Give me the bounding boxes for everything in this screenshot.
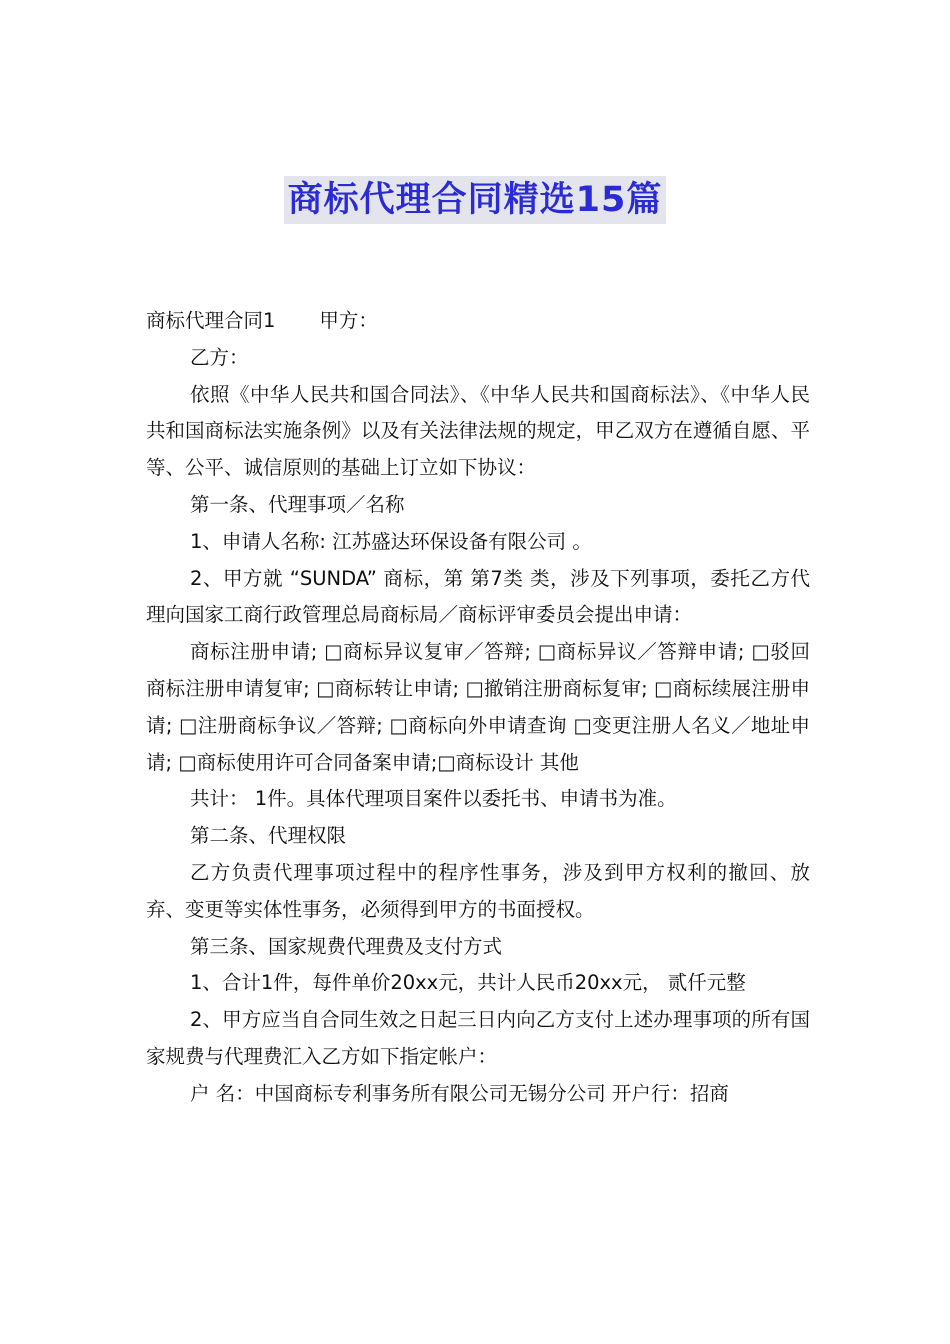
applicant-name-line: 1、申请人名称: 江苏盛达环保设备有限公司 。	[190, 529, 592, 553]
contract-heading: 商标代理合同1	[146, 309, 276, 332]
article-2-heading: 第二条、代理权限	[190, 824, 347, 848]
title-container	[0, 176, 950, 224]
application-options-paragraph: 商标注册申请; □商标异议复审／答辩; □商标异议／答辩申请; □驳回商标注册申请复审; □商标转让申请; □撤销注册商标复审; □商标续展注册申请; □注册商标争议／答辩; □商标向外申请查询 □变更注册人名义／地址申请; □商标使用许可合同备案申请;□商标设计 其他	[146, 640, 810, 774]
account-info-line: 户 名：中国商标专利事务所有限公司无锡分公司 开户行：招商	[190, 1081, 729, 1105]
payment-terms-paragraph: 2、甲方应当自合同生效之日起三日内向乙方支付上述办理事项的所有国家规费与代理费汇入乙方如下指定帐户：	[146, 1008, 810, 1068]
document-title: 商标代理合同精选15篇	[284, 176, 667, 224]
article-1-heading: 第一条、代理事项／名称	[190, 492, 405, 516]
article-3-heading: 第三条、国家规费代理费及支付方式	[190, 934, 503, 958]
document-body	[146, 303, 810, 1113]
trademark-matter-paragraph: 2、甲方就 “SUNDA” 商标，第 第7类 类，涉及下列事项，委托乙方代理向国家工商行政管理总局商标局／商标评审委员会提出申请：	[146, 566, 810, 627]
contract-heading-line	[146, 303, 810, 340]
agency-scope-paragraph: 乙方负责代理事项过程中的程序性事务，涉及到甲方权利的撤回、放弃、变更等实体性事务，必须得到甲方的书面授权。	[146, 860, 810, 921]
fee-total-paragraph: 1、合计1件，每件单价20xx元，共计人民币20xx元， 贰仟元整	[190, 971, 746, 995]
total-count-line: 共计： 1件。具体代理项目案件以委托书、申请书为准。	[190, 787, 677, 811]
party-b-label: 乙方：	[190, 345, 249, 369]
party-a-label: 甲方：	[319, 309, 378, 332]
preamble-paragraph: 依照《中华人民共和国合同法》、《中华人民共和国商标法》、《中华人民共和国商标法实施条例》以及有关法律法规的规定，甲乙双方在遵循自愿、平等、公平、诚信原则的基础上订立如下协议：	[146, 382, 810, 480]
